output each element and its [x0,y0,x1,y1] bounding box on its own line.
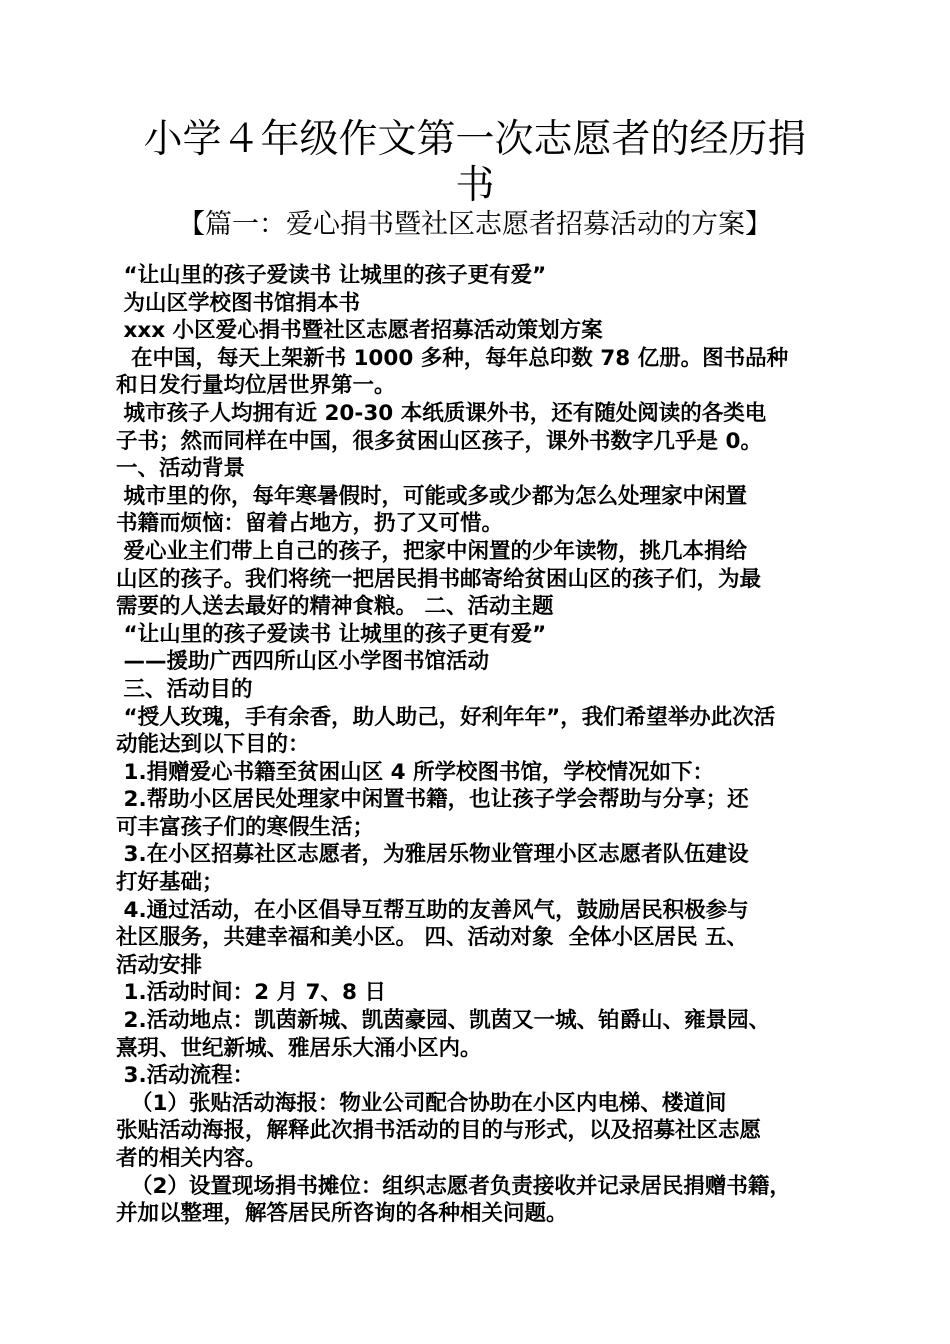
body-line: “让山里的孩子爱读书 让城里的孩子更有爱” [116,263,547,288]
body-line: 活动安排 [116,952,203,978]
body-line: 需要的人送去最好的精神食粮。 二、活动主题 [116,594,554,620]
body-line: 为山区学校图书馆捐本书 [116,290,360,316]
body-line: 1.活动时间：2 月 7、8 日 [116,980,386,1006]
body-line: 社区服务，共建幸福和美小区。 四、活动对象 全体小区居民 五、 [116,925,748,951]
body-line: 子书；然而同样在中国，很多贫困山区孩子，课外书数字几乎是 0。 [116,428,762,454]
body-line: 一、活动背景 [116,456,246,482]
body-line: 爱心业主们带上自己的孩子，把家中闲置的少年读物，挑几本捐给 [116,538,747,564]
body-line: 打好基础； [116,870,224,896]
body-line: 2.帮助小区居民处理家中闲置书籍，也让孩子学会帮助与分享；还 [116,787,749,813]
body-line: 3.在小区招募社区志愿者，为雅居乐物业管理小区志愿者队伍建设 [116,842,749,868]
body-line: 城市孩子人均拥有近 20-30 本纸质课外书，还有随处阅读的各类电 [116,400,767,426]
document-subtitle: 【篇一：爱心捐书暨社区志愿者招募活动的方案】 [178,209,772,240]
body-line: 2.活动地点：凯茵新城、凯茵豪园、凯茵又一城、铂爵山、雍景园、 [116,1008,771,1034]
body-line: （1）张贴活动海报：物业公司配合协助在小区内电梯、楼道间 [116,1090,727,1116]
body-line: 山区的孩子。我们将统一把居民捐书邮寄给贫困山区的孩子们，为最 [116,566,762,592]
body-line: 并加以整理，解答居民所咨询的各种相关问题。 [116,1201,568,1227]
document-body [116,262,846,1228]
body-line: （2）设置现场捐书摊位：组织志愿者负责接收并记录居民捐赠书籍， [116,1173,791,1199]
body-line: 可丰富孩子们的寒假生活； [116,814,375,840]
document-title-line-1: 小学４年级作文第一次志愿者的经历捐 [143,117,807,162]
body-line: 3.活动流程： [116,1063,255,1089]
body-line: 在中国，每天上架新书 1000 多种，每年总印数 78 亿册。图书品种 [116,345,789,371]
body-line: 张贴活动海报，解释此次捐书活动的目的与形式，以及招募社区志愿 [116,1118,762,1144]
body-line: 城市里的你，每年寒暑假时，可能或多或少都为怎么处理家中闲置 [116,483,747,509]
body-line: 动能达到以下目的： [116,732,310,758]
body-line: 三、活动目的 [116,676,253,702]
body-line: 1.捐赠爱心书籍至贫困山区 4 所学校图书馆，学校情况如下： [116,759,715,785]
body-line: 书籍而烦恼：留着占地方，扔了又可惜。 [116,511,504,537]
body-line: 和日发行量均位居世界第一。 [116,373,396,399]
body-line: xxx 小区爱心捐书暨社区志愿者招募活动策划方案 [116,318,603,344]
body-line: “授人玫瑰，手有余香，助人助己，好利年年”，我们希望举办此次活 [116,704,776,730]
body-line: 熹玥、世纪新城、雅居乐大涌小区内。 [116,1035,482,1061]
body-line: 者的相关内容。 [116,1146,267,1171]
body-line: ——援助广西四所山区小学图书馆活动 [116,649,489,675]
body-line: “让山里的孩子爱读书 让城里的孩子更有爱” [116,621,547,647]
document-title-line-2: 书 [455,163,495,208]
body-line: 4.通过活动，在小区倡导互帮互助的友善风气，鼓励居民积极参与 [116,897,749,923]
